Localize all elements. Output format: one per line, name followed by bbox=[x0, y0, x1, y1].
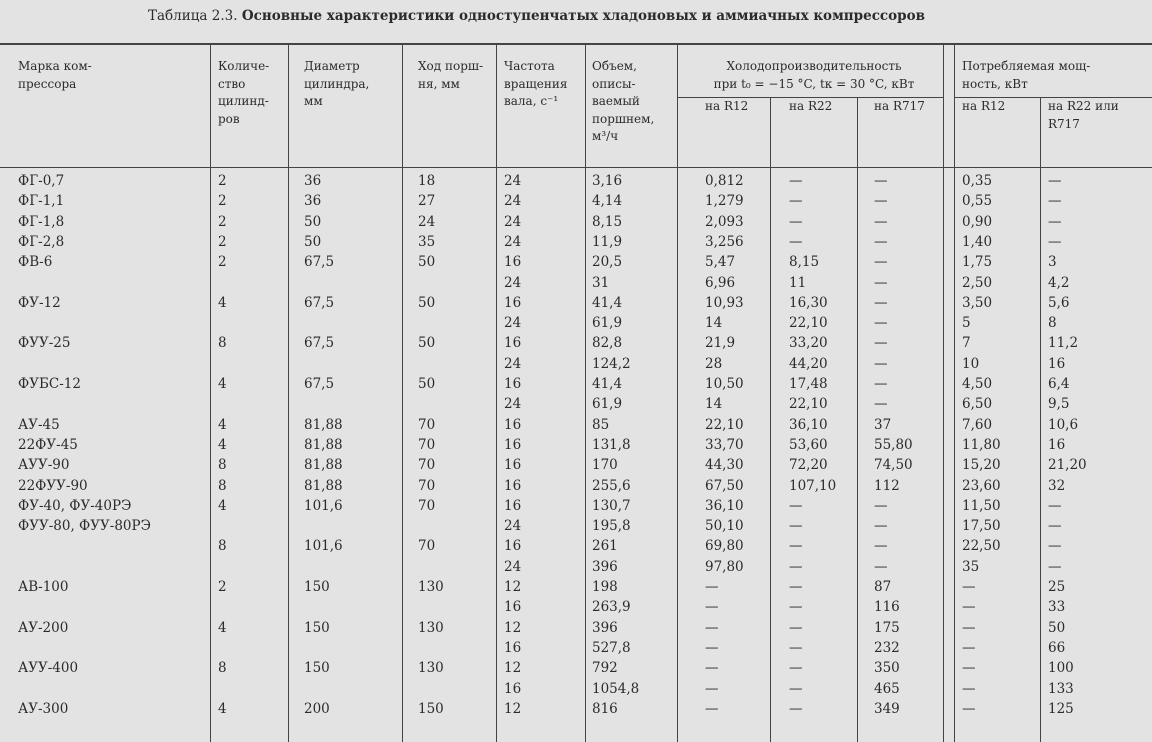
cell-volume: 198 bbox=[592, 579, 618, 595]
cell-volume: 85 bbox=[592, 416, 610, 433]
header-volume: Объем, описы- ваемый поршнем, м³/ч bbox=[592, 59, 655, 143]
cell-cylinders: 2 bbox=[218, 579, 227, 595]
cell-cooling-r717: — bbox=[874, 173, 888, 189]
cell-volume: 1054,8 bbox=[592, 680, 640, 697]
column-divider bbox=[288, 45, 289, 742]
cell-cooling-r717: — bbox=[874, 274, 888, 291]
cell-power-r12: 0,35 bbox=[962, 173, 993, 189]
header-power-r22-r717: на R22 или R717 bbox=[1048, 99, 1119, 131]
cell-power-r12: 23,60 bbox=[962, 477, 1001, 494]
cell-speed: 16 bbox=[504, 599, 522, 616]
cell-volume: 41,4 bbox=[592, 376, 623, 392]
cell-volume: 195,8 bbox=[592, 518, 631, 535]
cell-power-r12: 10 bbox=[962, 355, 980, 372]
top-rule bbox=[0, 43, 1152, 45]
cell-power-r12: 0,90 bbox=[962, 213, 993, 230]
cell-cooling-r12: 10,50 bbox=[705, 376, 744, 392]
cell-volume: 263,9 bbox=[592, 599, 631, 616]
cell-power-r12: 7 bbox=[962, 335, 971, 352]
cell-brand: 22ФУ-45 bbox=[18, 436, 78, 453]
cell-cooling-r12: 6,96 bbox=[705, 274, 736, 291]
cell-brand: ФУ-40, ФУ-40РЭ bbox=[18, 497, 132, 514]
cell-brand: ФГ-0,7 bbox=[18, 173, 65, 189]
cell-brand: ФУ-12 bbox=[18, 294, 61, 311]
cell-cooling-r717: — bbox=[874, 518, 888, 535]
cell-cooling-r717: — bbox=[874, 294, 888, 311]
cell-diameter: 81,88 bbox=[304, 436, 343, 453]
cell-power-r12: 5 bbox=[962, 315, 971, 332]
cell-stroke: 70 bbox=[418, 436, 436, 453]
cell-cooling-r22: — bbox=[789, 538, 803, 555]
cell-cooling-r22: 107,10 bbox=[789, 477, 837, 494]
cell-power-r12: 7,60 bbox=[962, 416, 993, 433]
column-divider bbox=[943, 45, 944, 742]
cell-power-r12: 35 bbox=[962, 558, 980, 575]
cell-stroke: 130 bbox=[418, 579, 444, 595]
cell-brand: ФВ-6 bbox=[18, 254, 53, 271]
cell-speed: 12 bbox=[504, 660, 522, 677]
cell-cooling-r717: — bbox=[874, 355, 888, 372]
cell-power-r22-r717: 16 bbox=[1048, 355, 1066, 372]
cell-diameter: 101,6 bbox=[304, 497, 343, 514]
cell-cooling-r22: — bbox=[789, 639, 803, 656]
cell-speed: 16 bbox=[504, 680, 522, 697]
cell-diameter: 67,5 bbox=[304, 376, 335, 392]
cell-volume: 255,6 bbox=[592, 477, 631, 494]
cell-cooling-r12: 3,256 bbox=[705, 233, 744, 250]
header-cooling-r22: на R22 bbox=[789, 99, 833, 113]
cell-cooling-r22: — bbox=[789, 213, 803, 230]
cell-power-r12: 3,50 bbox=[962, 294, 993, 311]
cell-speed: 16 bbox=[504, 538, 522, 555]
cell-cooling-r12: — bbox=[705, 700, 719, 717]
cell-cooling-r22: 53,60 bbox=[789, 436, 828, 453]
cell-cooling-r717: — bbox=[874, 396, 888, 413]
cell-volume: 61,9 bbox=[592, 396, 623, 413]
cell-brand: АУ-300 bbox=[18, 700, 69, 717]
cell-power-r22-r717: 125 bbox=[1048, 700, 1074, 717]
cell-power-r22-r717: — bbox=[1048, 538, 1062, 555]
column-divider bbox=[402, 45, 403, 742]
cell-power-r22-r717: — bbox=[1048, 213, 1062, 230]
cell-volume: 41,4 bbox=[592, 294, 623, 311]
cell-cooling-r22: — bbox=[789, 619, 803, 636]
cell-stroke: 70 bbox=[418, 538, 436, 555]
cell-cooling-r22: 11 bbox=[789, 274, 807, 291]
cell-power-r12: 1,75 bbox=[962, 254, 993, 271]
column-divider bbox=[677, 45, 678, 742]
cell-brand: АУУ-400 bbox=[18, 660, 79, 677]
cell-speed: 24 bbox=[504, 558, 522, 575]
cell-cylinders: 4 bbox=[218, 619, 227, 636]
cell-volume: 131,8 bbox=[592, 436, 631, 453]
cell-cooling-r717: — bbox=[874, 315, 888, 332]
cell-stroke: 35 bbox=[418, 233, 436, 250]
cell-volume: 170 bbox=[592, 457, 618, 474]
header-speed: Частота вращения вала, с⁻¹ bbox=[504, 59, 568, 108]
cell-power-r22-r717: 50 bbox=[1048, 619, 1066, 636]
cell-speed: 12 bbox=[504, 619, 522, 636]
cell-speed: 24 bbox=[504, 213, 522, 230]
cell-power-r12: — bbox=[962, 639, 976, 656]
cell-power-r22-r717: 9,5 bbox=[1048, 396, 1070, 413]
cell-volume: 124,2 bbox=[592, 355, 631, 372]
cell-cooling-r12: 22,10 bbox=[705, 416, 744, 433]
cell-cooling-r717: 74,50 bbox=[874, 457, 913, 474]
cell-diameter: 50 bbox=[304, 233, 322, 250]
subcolumn-divider bbox=[1040, 97, 1041, 742]
cell-cooling-r12: 14 bbox=[705, 315, 723, 332]
cell-stroke: 24 bbox=[418, 213, 436, 230]
cell-power-r22-r717: 133 bbox=[1048, 680, 1074, 697]
cell-speed: 24 bbox=[504, 274, 522, 291]
cell-diameter: 150 bbox=[304, 660, 330, 677]
cell-diameter: 101,6 bbox=[304, 538, 343, 555]
cell-cylinders: 8 bbox=[218, 660, 227, 677]
cell-power-r22-r717: 6,4 bbox=[1048, 376, 1070, 392]
cell-brand: АУУ-90 bbox=[18, 457, 70, 474]
table-number: Таблица 2.3. bbox=[148, 8, 238, 24]
cell-stroke: 18 bbox=[418, 173, 436, 189]
cell-volume: 261 bbox=[592, 538, 618, 555]
cell-cooling-r717: — bbox=[874, 193, 888, 210]
cell-cooling-r12: 69,80 bbox=[705, 538, 744, 555]
cell-cooling-r717: — bbox=[874, 538, 888, 555]
cell-cooling-r22: — bbox=[789, 233, 803, 250]
cell-speed: 16 bbox=[504, 497, 522, 514]
cell-stroke: 130 bbox=[418, 660, 444, 677]
cell-stroke: 50 bbox=[418, 335, 436, 352]
cell-diameter: 81,88 bbox=[304, 457, 343, 474]
cell-cylinders: 8 bbox=[218, 457, 227, 474]
header-power: Потребляемая мощ- ность, кВт bbox=[962, 59, 1091, 91]
cell-cooling-r12: — bbox=[705, 599, 719, 616]
cell-cooling-r22: — bbox=[789, 558, 803, 575]
cell-stroke: 70 bbox=[418, 497, 436, 514]
cell-brand: АУ-200 bbox=[18, 619, 69, 636]
cell-cooling-r717: 175 bbox=[874, 619, 900, 636]
cell-speed: 12 bbox=[504, 579, 522, 595]
subcolumn-divider bbox=[857, 97, 858, 742]
cell-cooling-r22: 22,10 bbox=[789, 396, 828, 413]
header-diameter: Диаметр цилиндра, мм bbox=[304, 59, 370, 108]
cell-cylinders: 4 bbox=[218, 294, 227, 311]
cell-volume: 4,14 bbox=[592, 193, 623, 210]
cell-cooling-r22: — bbox=[789, 700, 803, 717]
cell-power-r22-r717: 32 bbox=[1048, 477, 1066, 494]
cell-power-r12: 0,55 bbox=[962, 193, 993, 210]
cell-power-r12: 22,50 bbox=[962, 538, 1001, 555]
cell-cooling-r717: 87 bbox=[874, 579, 892, 595]
cell-cooling-r717: 465 bbox=[874, 680, 900, 697]
cell-power-r22-r717: 33 bbox=[1048, 599, 1066, 616]
cell-power-r22-r717: 5,6 bbox=[1048, 294, 1070, 311]
cell-cooling-r12: — bbox=[705, 579, 719, 595]
cell-power-r12: 1,40 bbox=[962, 233, 993, 250]
cell-power-r22-r717: 4,2 bbox=[1048, 274, 1070, 291]
cell-cooling-r12: 0,812 bbox=[705, 173, 744, 189]
cell-volume: 396 bbox=[592, 619, 618, 636]
cell-cylinders: 4 bbox=[218, 497, 227, 514]
cell-cooling-r717: 116 bbox=[874, 599, 900, 616]
header-stroke: Ход порш- ня, мм bbox=[418, 59, 484, 91]
cell-diameter: 36 bbox=[304, 193, 322, 210]
cell-power-r22-r717: 21,20 bbox=[1048, 457, 1087, 474]
header-brand: Марка ком- прессора bbox=[18, 59, 92, 91]
column-divider bbox=[585, 45, 586, 742]
cell-cooling-r12: 21,9 bbox=[705, 335, 736, 352]
cell-power-r22-r717: — bbox=[1048, 233, 1062, 250]
cell-cooling-r717: — bbox=[874, 376, 888, 392]
cell-cooling-r717: 232 bbox=[874, 639, 900, 656]
cell-cylinders: 4 bbox=[218, 700, 227, 717]
cell-cooling-r22: — bbox=[789, 497, 803, 514]
cell-speed: 24 bbox=[504, 396, 522, 413]
cell-power-r22-r717: 8 bbox=[1048, 315, 1057, 332]
cell-cooling-r22: — bbox=[789, 660, 803, 677]
cell-stroke: 70 bbox=[418, 416, 436, 433]
cell-volume: 20,5 bbox=[592, 254, 623, 271]
cell-power-r22-r717: 100 bbox=[1048, 660, 1074, 677]
cell-brand: ФУУ-80, ФУУ-80РЭ bbox=[18, 518, 151, 535]
cell-stroke: 27 bbox=[418, 193, 436, 210]
header-cylinders: Количе- ство цилинд- ров bbox=[218, 59, 270, 126]
cell-cooling-r717: — bbox=[874, 254, 888, 271]
cell-cooling-r12: 33,70 bbox=[705, 436, 744, 453]
cell-power-r12: 6,50 bbox=[962, 396, 993, 413]
header-cooling-r717: на R717 bbox=[874, 99, 925, 113]
cell-power-r12: — bbox=[962, 599, 976, 616]
cell-power-r22-r717: 11,2 bbox=[1048, 335, 1079, 352]
cell-power-r12: — bbox=[962, 680, 976, 697]
cell-speed: 24 bbox=[504, 193, 522, 210]
cell-volume: 11,9 bbox=[592, 233, 623, 250]
cell-cooling-r717: — bbox=[874, 213, 888, 230]
cell-diameter: 150 bbox=[304, 619, 330, 636]
cell-power-r12: 15,20 bbox=[962, 457, 1001, 474]
cell-power-r22-r717: 16 bbox=[1048, 436, 1066, 453]
cell-cylinders: 2 bbox=[218, 173, 227, 189]
cell-cooling-r22: — bbox=[789, 518, 803, 535]
cell-cooling-r22: 16,30 bbox=[789, 294, 828, 311]
cell-cooling-r717: — bbox=[874, 558, 888, 575]
cell-diameter: 50 bbox=[304, 213, 322, 230]
cell-power-r22-r717: 66 bbox=[1048, 639, 1066, 656]
cell-cylinders: 2 bbox=[218, 254, 227, 271]
table-title bbox=[148, 8, 925, 24]
cell-speed: 16 bbox=[504, 639, 522, 656]
cell-cooling-r12: 28 bbox=[705, 355, 723, 372]
cell-power-r12: 11,50 bbox=[962, 497, 1001, 514]
cell-speed: 24 bbox=[504, 355, 522, 372]
cell-stroke: 150 bbox=[418, 700, 444, 717]
cell-volume: 61,9 bbox=[592, 315, 623, 332]
header-cooling: Холодопроизводительность при t₀ = −15 °C, tк = 30 °C, кВт bbox=[713, 59, 915, 91]
cell-speed: 24 bbox=[504, 173, 522, 189]
cell-power-r22-r717: — bbox=[1048, 518, 1062, 535]
cell-cylinders: 8 bbox=[218, 477, 227, 494]
cell-cooling-r22: 36,10 bbox=[789, 416, 828, 433]
cell-speed: 16 bbox=[504, 457, 522, 474]
cell-cooling-r717: 350 bbox=[874, 660, 900, 677]
cell-volume: 8,15 bbox=[592, 213, 623, 230]
cell-volume: 527,8 bbox=[592, 639, 631, 656]
cell-cooling-r22: 17,48 bbox=[789, 376, 828, 392]
column-divider bbox=[954, 45, 955, 742]
cell-speed: 24 bbox=[504, 233, 522, 250]
cell-volume: 31 bbox=[592, 274, 610, 291]
cell-diameter: 67,5 bbox=[304, 294, 335, 311]
cell-cylinders: 8 bbox=[218, 538, 227, 555]
cell-power-r12: 11,80 bbox=[962, 436, 1001, 453]
cell-power-r12: 4,50 bbox=[962, 376, 993, 392]
cell-cylinders: 2 bbox=[218, 213, 227, 230]
cell-cooling-r22: 72,20 bbox=[789, 457, 828, 474]
cell-power-r22-r717: — bbox=[1048, 497, 1062, 514]
subcolumn-divider bbox=[770, 97, 771, 742]
cell-cooling-r12: 5,47 bbox=[705, 254, 736, 271]
cell-cooling-r717: — bbox=[874, 497, 888, 514]
cell-speed: 16 bbox=[504, 477, 522, 494]
cell-cooling-r22: 44,20 bbox=[789, 355, 828, 372]
cell-speed: 12 bbox=[504, 700, 522, 717]
cell-cooling-r717: — bbox=[874, 233, 888, 250]
cell-cooling-r12: 36,10 bbox=[705, 497, 744, 514]
cell-diameter: 150 bbox=[304, 579, 330, 595]
cell-volume: 816 bbox=[592, 700, 618, 717]
cell-volume: 130,7 bbox=[592, 497, 631, 514]
cell-cylinders: 8 bbox=[218, 335, 227, 352]
cell-cooling-r22: — bbox=[789, 579, 803, 595]
cell-power-r12: 17,50 bbox=[962, 518, 1001, 535]
cell-power-r22-r717: — bbox=[1048, 558, 1062, 575]
cell-cooling-r12: — bbox=[705, 680, 719, 697]
header-bottom-rule bbox=[0, 167, 1152, 168]
cell-cooling-r12: — bbox=[705, 660, 719, 677]
cell-speed: 24 bbox=[504, 518, 522, 535]
cell-cooling-r12: 2,093 bbox=[705, 213, 744, 230]
cell-diameter: 81,88 bbox=[304, 477, 343, 494]
cell-cylinders: 4 bbox=[218, 436, 227, 453]
cell-cooling-r12: 97,80 bbox=[705, 558, 744, 575]
cell-stroke: 50 bbox=[418, 294, 436, 311]
cell-volume: 82,8 bbox=[592, 335, 623, 352]
cell-power-r22-r717: 3 bbox=[1048, 254, 1057, 271]
cell-cooling-r12: 50,10 bbox=[705, 518, 744, 535]
cell-diameter: 36 bbox=[304, 173, 322, 189]
cell-cylinders: 2 bbox=[218, 233, 227, 250]
cell-cooling-r717: 55,80 bbox=[874, 436, 913, 453]
cell-speed: 16 bbox=[504, 436, 522, 453]
cell-cooling-r12: 67,50 bbox=[705, 477, 744, 494]
cell-cooling-r22: 33,20 bbox=[789, 335, 828, 352]
cell-cooling-r12: 1,279 bbox=[705, 193, 744, 210]
cell-cooling-r717: — bbox=[874, 335, 888, 352]
cell-power-r22-r717: — bbox=[1048, 173, 1062, 189]
cell-stroke: 130 bbox=[418, 619, 444, 636]
cell-cooling-r12: — bbox=[705, 619, 719, 636]
cell-brand: АУ-45 bbox=[18, 416, 60, 433]
cell-cooling-r22: — bbox=[789, 173, 803, 189]
cell-diameter: 200 bbox=[304, 700, 330, 717]
cell-speed: 16 bbox=[504, 376, 522, 392]
cell-cooling-r12: — bbox=[705, 639, 719, 656]
cell-brand: ФУБС-12 bbox=[18, 376, 81, 392]
cell-stroke: 70 bbox=[418, 457, 436, 474]
table-caption: Основные характеристики одноступенчатых хладоновых и аммиачных компрессоров bbox=[241, 8, 925, 24]
cell-power-r12: — bbox=[962, 619, 976, 636]
column-divider bbox=[210, 45, 211, 742]
cell-speed: 16 bbox=[504, 294, 522, 311]
cell-cylinders: 2 bbox=[218, 193, 227, 210]
cell-power-r12: — bbox=[962, 700, 976, 717]
cell-cooling-r22: 22,10 bbox=[789, 315, 828, 332]
cell-diameter: 67,5 bbox=[304, 254, 335, 271]
cell-power-r12: — bbox=[962, 579, 976, 595]
cell-cooling-r22: 8,15 bbox=[789, 254, 820, 271]
cell-diameter: 67,5 bbox=[304, 335, 335, 352]
cell-speed: 16 bbox=[504, 416, 522, 433]
cell-speed: 24 bbox=[504, 315, 522, 332]
cell-cooling-r717: 112 bbox=[874, 477, 900, 494]
cell-cooling-r717: 349 bbox=[874, 700, 900, 717]
cell-cooling-r12: 44,30 bbox=[705, 457, 744, 474]
cell-speed: 16 bbox=[504, 335, 522, 352]
cell-speed: 16 bbox=[504, 254, 522, 271]
cell-power-r22-r717: 25 bbox=[1048, 579, 1066, 595]
cell-cylinders: 4 bbox=[218, 416, 227, 433]
cell-volume: 792 bbox=[592, 660, 618, 677]
cell-cooling-r22: — bbox=[789, 193, 803, 210]
cell-volume: 3,16 bbox=[592, 173, 623, 189]
cell-brand: АВ-100 bbox=[18, 579, 69, 595]
cell-brand: ФГ-1,1 bbox=[18, 193, 65, 210]
cell-power-r12: — bbox=[962, 660, 976, 677]
cell-stroke: 50 bbox=[418, 376, 436, 392]
header-cooling-r12: на R12 bbox=[705, 99, 749, 113]
cell-power-r22-r717: 10,6 bbox=[1048, 416, 1079, 433]
cell-stroke: 70 bbox=[418, 477, 436, 494]
cell-brand: ФГ-2,8 bbox=[18, 233, 65, 250]
cell-cooling-r12: 10,93 bbox=[705, 294, 744, 311]
cell-brand: 22ФУУ-90 bbox=[18, 477, 88, 494]
cell-brand: ФУУ-25 bbox=[18, 335, 71, 352]
cell-cylinders: 4 bbox=[218, 376, 227, 392]
cell-power-r12: 2,50 bbox=[962, 274, 993, 291]
cell-brand: ФГ-1,8 bbox=[18, 213, 65, 230]
cell-cooling-r12: 14 bbox=[705, 396, 723, 413]
cell-stroke: 50 bbox=[418, 254, 436, 271]
cell-diameter: 81,88 bbox=[304, 416, 343, 433]
header-power-r12: на R12 bbox=[962, 99, 1006, 113]
column-divider bbox=[496, 45, 497, 742]
cell-cooling-r22: — bbox=[789, 599, 803, 616]
cell-cooling-r717: 37 bbox=[874, 416, 892, 433]
cell-volume: 396 bbox=[592, 558, 618, 575]
cell-power-r22-r717: — bbox=[1048, 193, 1062, 210]
cell-cooling-r22: — bbox=[789, 680, 803, 697]
